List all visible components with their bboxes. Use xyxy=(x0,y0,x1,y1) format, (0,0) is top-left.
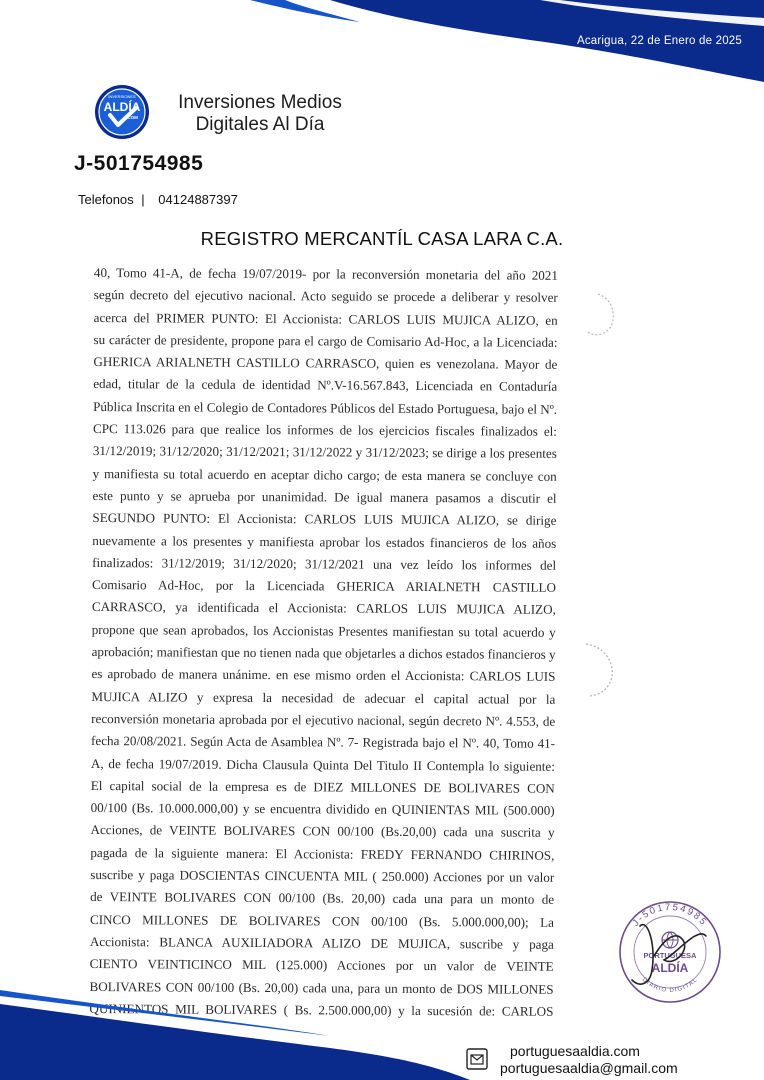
phone-label: Telefonos xyxy=(78,192,134,207)
footer-website[interactable]: portuguesaaldia.com xyxy=(510,1043,640,1059)
stamp-subtitle: DIARIO DIGITAL xyxy=(640,976,700,994)
document-title: REGISTRO MERCANTÍL CASA LARA C.A. xyxy=(200,228,564,249)
doc-line: MUJICA ALIZO y expresa la necesidad de adecuar el capital actual por la xyxy=(91,688,556,707)
doc-line: su carácter de presidente, propone para el cargo de Comisario Ad-Hoc, a la Licenciada: xyxy=(93,331,558,350)
doc-line: nuevamente a los presentes y manifiesta aprobar los estados financieros de los años xyxy=(92,532,557,551)
doc-line: suscribe y paga DOSCIENTAS CINCUENTA MIL ( 250.000) Acciones por un valor xyxy=(90,867,555,885)
company-name-line1: Inversiones Medios xyxy=(178,92,342,113)
logo-subtext: .COM xyxy=(126,115,138,120)
doc-line: reconversión monetaria aprobada por el ejecutivo nacional, según decreto Nº. 4.553, de xyxy=(91,710,556,729)
faint-seal-mark xyxy=(578,290,618,340)
doc-line: es aprobado de manera unánime. en ese mismo orden el Accionista: CARLOS LUIS xyxy=(91,666,556,685)
doc-line: QUINIENTOS MIL BOLIVARES ( Bs. 2.500.000,00) y la sucesión de: CARLOS xyxy=(89,1000,554,1019)
doc-line: acerca del PRIMER PUNTO: El Accionista: CARLOS LUIS MUJICA ALIZO, en xyxy=(93,309,558,328)
doc-line: y manifiesta su total acuerdo en aceptar dicho cargo; de esta manera se concluye con xyxy=(92,465,557,484)
mail-icon xyxy=(466,1048,488,1070)
phone-separator: | xyxy=(141,192,145,207)
faint-seal-mark xyxy=(578,640,618,700)
doc-line: según decreto del ejecutivo nacional. Acto seguido se procede a deliberar y resolver xyxy=(93,287,558,306)
doc-line: CINCO MILLONES DE BOLIVARES CON 00/100 (Bs. 5.000.000,00); La xyxy=(89,911,555,930)
stamp-name: PORTUGUESA xyxy=(643,951,697,960)
doc-line: aprobación; manifiestan que no tienen nada que objetarles a dichos estados financieros y xyxy=(91,644,556,662)
doc-line: Comisario Ad-Hoc, por la Licenciada GHERICA ARIALNETH CASTILLO xyxy=(91,577,557,595)
doc-line: El capital social de la empresa es de DIEZ MILLONES DE BOLIVARES CON xyxy=(90,777,555,796)
phone-line xyxy=(78,192,238,207)
company-name xyxy=(160,92,360,136)
scanned-document-body xyxy=(89,262,558,1023)
aldia-logo xyxy=(94,84,150,140)
stamp-brand: ALDÍA xyxy=(651,961,689,975)
rif-number: J-501754985 xyxy=(74,152,204,175)
logo-small-text: INVERSIONES xyxy=(108,94,136,99)
doc-line: Acciones, de VEINTE BOLIVARES CON 00/100 (Bs.20,00) cada una suscrita y xyxy=(90,822,555,841)
logo-text: ALDÍA xyxy=(103,100,141,114)
doc-line: este punto y se aprueba por unanimidad. De igual manera pasamos a discutir el xyxy=(92,487,557,506)
doc-line: BOLIVARES CON 00/100 (Bs. 20,00) cada una, para un monto de DOS MILLONES xyxy=(89,978,554,997)
doc-line: Accionista: BLANCA AUXILIADORA ALIZO DE MUJICA, suscribe y paga xyxy=(89,933,554,952)
doc-line: A, de fecha 19/07/2019. Dicha Clausula Quinta Del Titulo II Contempla lo siguiente: xyxy=(90,755,555,774)
doc-line: de VEINTE BOLIVARES CON 00/100 (Bs. 20,00) cada una para un monto de xyxy=(90,889,555,908)
document-date: Acarigua, 22 de Enero de 2025 xyxy=(576,35,742,47)
stamp-number: J-501754985 xyxy=(630,901,710,929)
doc-line: Pública Inscrita en el Colegio de Contadores Públicos del Estado Portuguesa, bajo el Nº. xyxy=(93,398,558,417)
doc-line: CIENTO VEINTICINCO MIL (125.000) Acciones por un valor de VEINTE xyxy=(89,956,554,975)
doc-line: 00/100 (Bs. 10.000.000,00) y se encuentra dividido en QUINIENTAS MIL (500.000) xyxy=(90,800,555,818)
doc-line: 40, Tomo 41-A, de fecha 19/07/2019- por la reconversión monetaria del año 2021 xyxy=(93,264,558,283)
doc-line: propone que sean aprobados, los Accionistas Presentes manifiestan su total acuerdo y xyxy=(91,621,556,640)
phone-number: 04124887397 xyxy=(158,192,238,207)
doc-line: 31/12/2019; 31/12/2020; 31/12/2021; 31/12/2022 y 31/12/2023; se dirige a los presentes xyxy=(92,443,557,462)
doc-line: CPC 113.026 para que realice los informes de los ejercicios fiscales finalizados el: xyxy=(92,421,558,439)
doc-line: finalizados: 31/12/2019; 31/12/2020; 31/12/2021 una vez leído los informes del xyxy=(92,554,557,573)
doc-line: SEGUNDO PUNTO: El Accionista: CARLOS LUIS MUJICA ALIZO, se dirige xyxy=(92,510,557,529)
company-name-line2: Digitales Al Día xyxy=(195,114,325,135)
doc-line: CARRASCO, ya identificada el Accionista: CARLOS LUIS MUJICA ALIZO, xyxy=(91,599,556,618)
footer-email[interactable]: portuguesaaldia@gmail.com xyxy=(500,1060,678,1076)
doc-line: pagada de la siguiente manera: El Accionista: FREDY FERNANDO CHIRINOS, xyxy=(90,844,555,863)
doc-line: fecha 20/08/2021. Según Acta de Asamblea Nº. 7- Registrada bajo el Nº. 40, Tomo 41- xyxy=(91,733,556,752)
doc-line: GHERICA ARIALNETH CASTILLO CARRASCO, quien es venezolana. Mayor de xyxy=(93,354,558,373)
doc-line: edad, titular de la cedula de identidad Nº.V-16.567.843, Licenciada en Contaduría xyxy=(93,376,558,395)
